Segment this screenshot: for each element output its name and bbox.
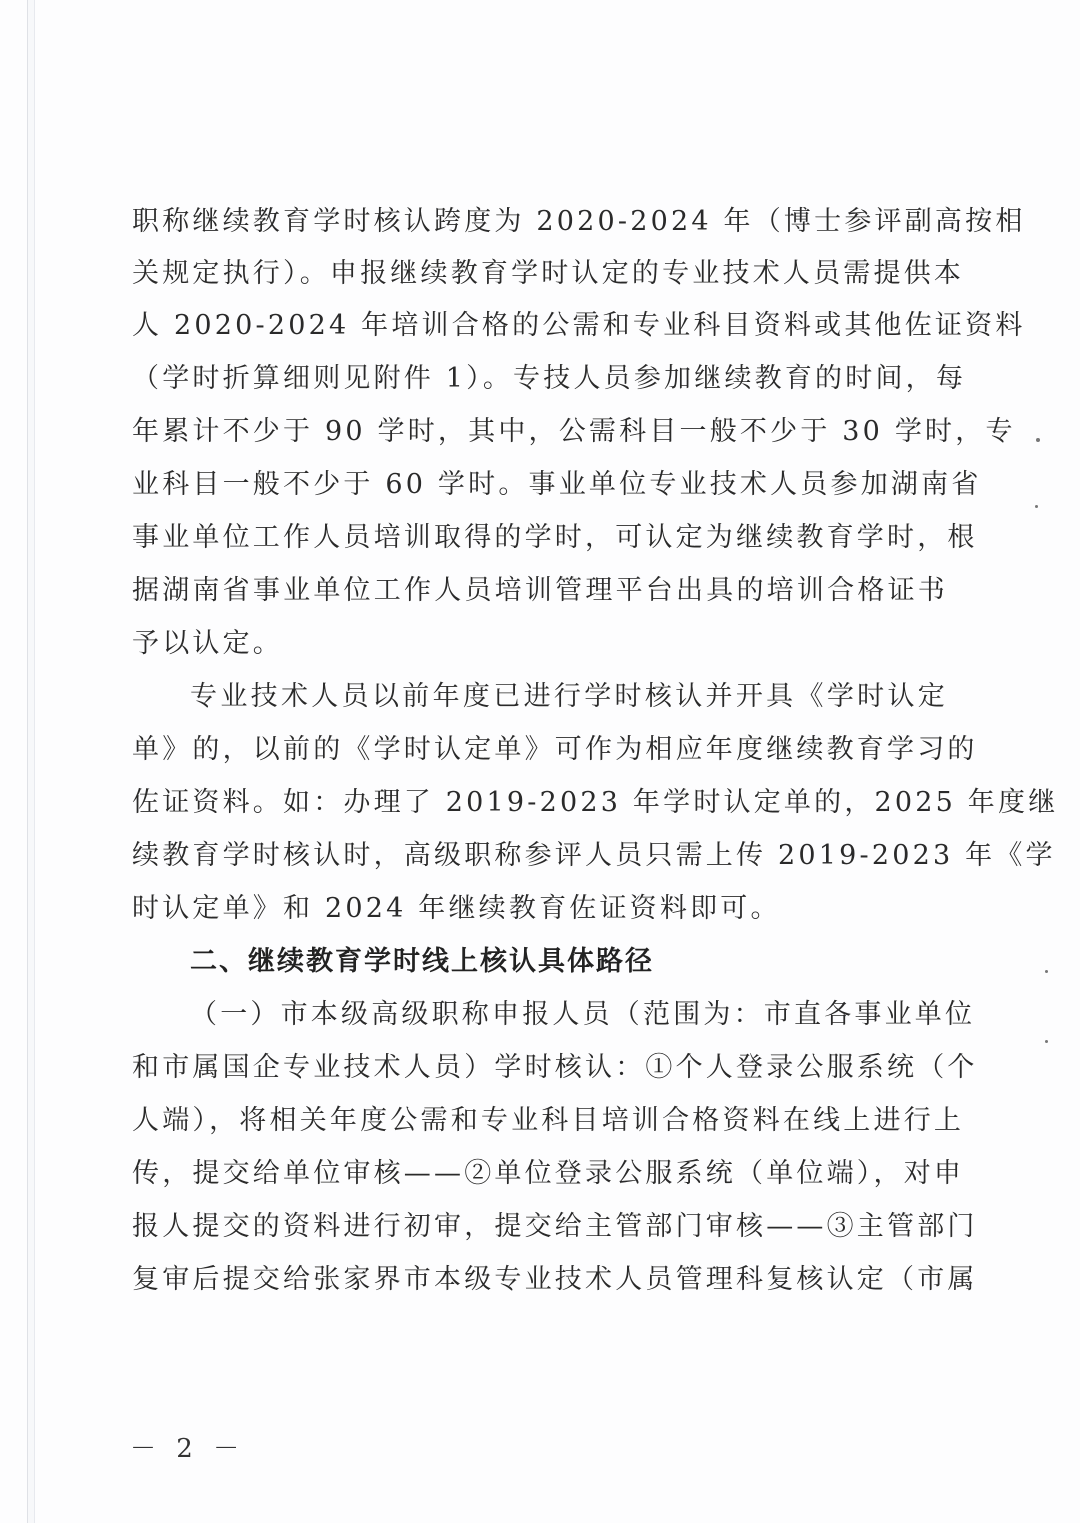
- paragraph-line: 佐证资料。如：办理了 2019-2023 年学时认定单的，2025 年度继: [132, 787, 1059, 818]
- paragraph-line: （学时折算细则见附件 1）。专技人员参加继续教育的时间，每: [132, 363, 967, 394]
- paragraph-line: 续教育学时核认时，高级职称参评人员只需上传 2019-2023 年《学: [132, 840, 1056, 871]
- scan-dot: [1035, 505, 1038, 508]
- scan-dot: [1036, 438, 1040, 442]
- paragraph-line: 传，提交给单位审核——②单位登录公服系统（单位端），对申: [132, 1158, 965, 1189]
- paragraph-line: 人端），将相关年度公需和专业科目培训合格资料在线上进行上: [132, 1105, 965, 1136]
- paragraph-line: 业科目一般不少于 60 学时。事业单位专业技术人员参加湖南省: [132, 469, 982, 500]
- paragraph-line: 年累计不少于 90 学时，其中，公需科目一般不少于 30 学时，专: [132, 416, 1016, 447]
- paragraph-line: 和市属国企专业技术人员）学时核认：①个人登录公服系统（个: [132, 1052, 978, 1083]
- scan-dot: [1045, 970, 1048, 973]
- paragraph-line: 时认定单》和 2024 年继续教育佐证资料即可。: [132, 893, 781, 924]
- paragraph-line: 予以认定。: [132, 628, 283, 659]
- paragraph-line: （一）市本级高级职称申报人员（范围为：市直各事业单位: [190, 999, 976, 1030]
- paragraph-line: 关规定执行）。申报继续教育学时认定的专业技术人员需提供本: [132, 258, 965, 289]
- paragraph-line: 职称继续教育学时核认跨度为 2020-2024 年（博士参评副高按相: [132, 206, 1026, 237]
- page-number: － 2 －: [130, 1434, 246, 1464]
- scan-dot: [1045, 1040, 1048, 1043]
- paragraph-line: 专业技术人员以前年度已进行学时核认并开具《学时认定: [190, 681, 948, 712]
- paragraph-line: 据湖南省事业单位工作人员培训管理平台出具的培训合格证书: [132, 575, 948, 606]
- paragraph-line: 复审后提交给张家界市本级专业技术人员管理科复核认定（市属: [132, 1264, 978, 1295]
- paragraph-line: 报人提交的资料进行初审，提交给主管部门审核——③主管部门: [132, 1211, 978, 1242]
- paragraph-line: 人 2020-2024 年培训合格的公需和专业科目资料或其他佐证资料: [132, 310, 1026, 341]
- paragraph-line: 单》的，以前的《学时认定单》可作为相应年度继续教育学习的: [132, 734, 978, 765]
- section-heading: 二、继续教育学时线上核认具体路径: [190, 946, 654, 977]
- paragraph-line: 事业单位工作人员培训取得的学时，可认定为继续教育学时，根: [132, 522, 978, 553]
- scan-page-edge-line: [27, 0, 35, 1523]
